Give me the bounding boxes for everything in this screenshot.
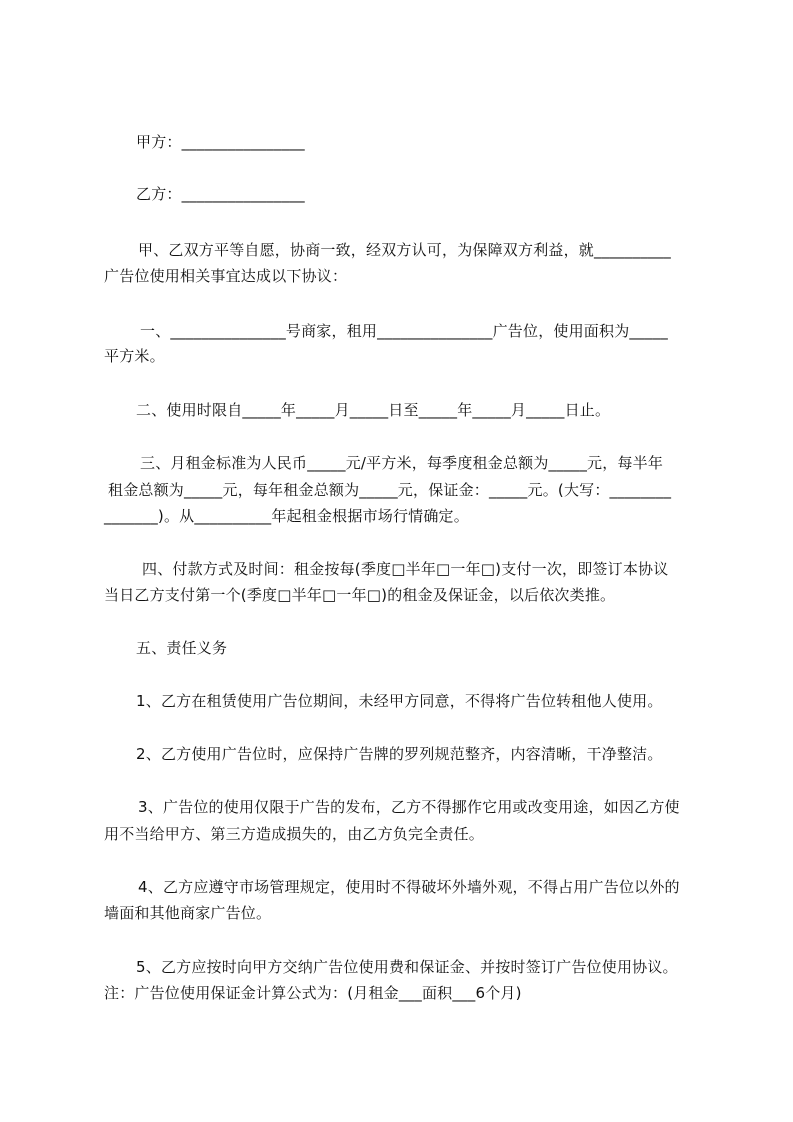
clause-3-line-1: 三、月租金标准为人民币_____元/平方米，每季度租金总额为_____元，每半年 [140, 454, 664, 472]
clause-1-line-1: 一、_______________号商家，租用_______________广告位，使用面积为_____ [140, 322, 668, 340]
clause-3-line-3: _______)。从__________年起租金根据市场行情确定。 [104, 507, 469, 525]
duty-item-2: 2、乙方使用广告位时，应保持广告牌的罗列规范整齐，内容清晰，干净整洁。 [136, 745, 663, 763]
duty-item-1: 1、乙方在租赁使用广告位期间，未经甲方同意，不得将广告位转租他人使用。 [136, 692, 663, 710]
party-b-line: 乙方：________________ [136, 185, 305, 203]
clause-2-line-1: 二、使用时限自_____年_____月_____日至_____年_____月_____日止。 [136, 401, 611, 419]
party-a-line: 甲方：________________ [136, 133, 305, 151]
duty-item-3-line-1: 3、广告位的使用仅限于广告的发布，乙方不得挪作它用或改变用途，如因乙方使 [138, 798, 680, 816]
clause-4-line-2: 当日乙方支付第一个(季度□半年□一年□)的租金及保证金，以后依次类推。 [104, 586, 616, 604]
duty-item-4-line-2: 墙面和其他商家广告位。 [104, 904, 272, 922]
intro-line-2: 广告位使用相关事宜达成以下协议： [104, 267, 348, 285]
clause-4-line-1: 四、付款方式及时间：租金按每(季度□半年□一年□)支付一次，即签订本协议 [142, 560, 669, 578]
duty-item-3-line-2: 用不当给甲方、第三方造成损失的，由乙方负完全责任。 [104, 825, 485, 843]
clause-5-heading: 五、责任义务 [136, 639, 228, 657]
duty-item-4-line-1: 4、乙方应遵守市场管理规定，使用时不得破坏外墙外观，不得占用广告位以外的 [138, 878, 680, 896]
intro-line-1: 甲、乙双方平等自愿，协商一致，经双方认可，为保障双方利益，就__________ [138, 241, 672, 259]
deposit-note: 注：广告位使用保证金计算公式为：(月租金___面积___6个月) [104, 984, 522, 1002]
duty-item-5: 5、乙方应按时向甲方交纳广告位使用费和保证金、并按时签订广告位使用协议。 [136, 958, 678, 976]
clause-1-line-2: 平方米。 [104, 347, 165, 365]
clause-3-line-2: 租金总额为_____元，每年租金总额为_____元，保证金：_____元。(大写：________ [108, 481, 672, 499]
